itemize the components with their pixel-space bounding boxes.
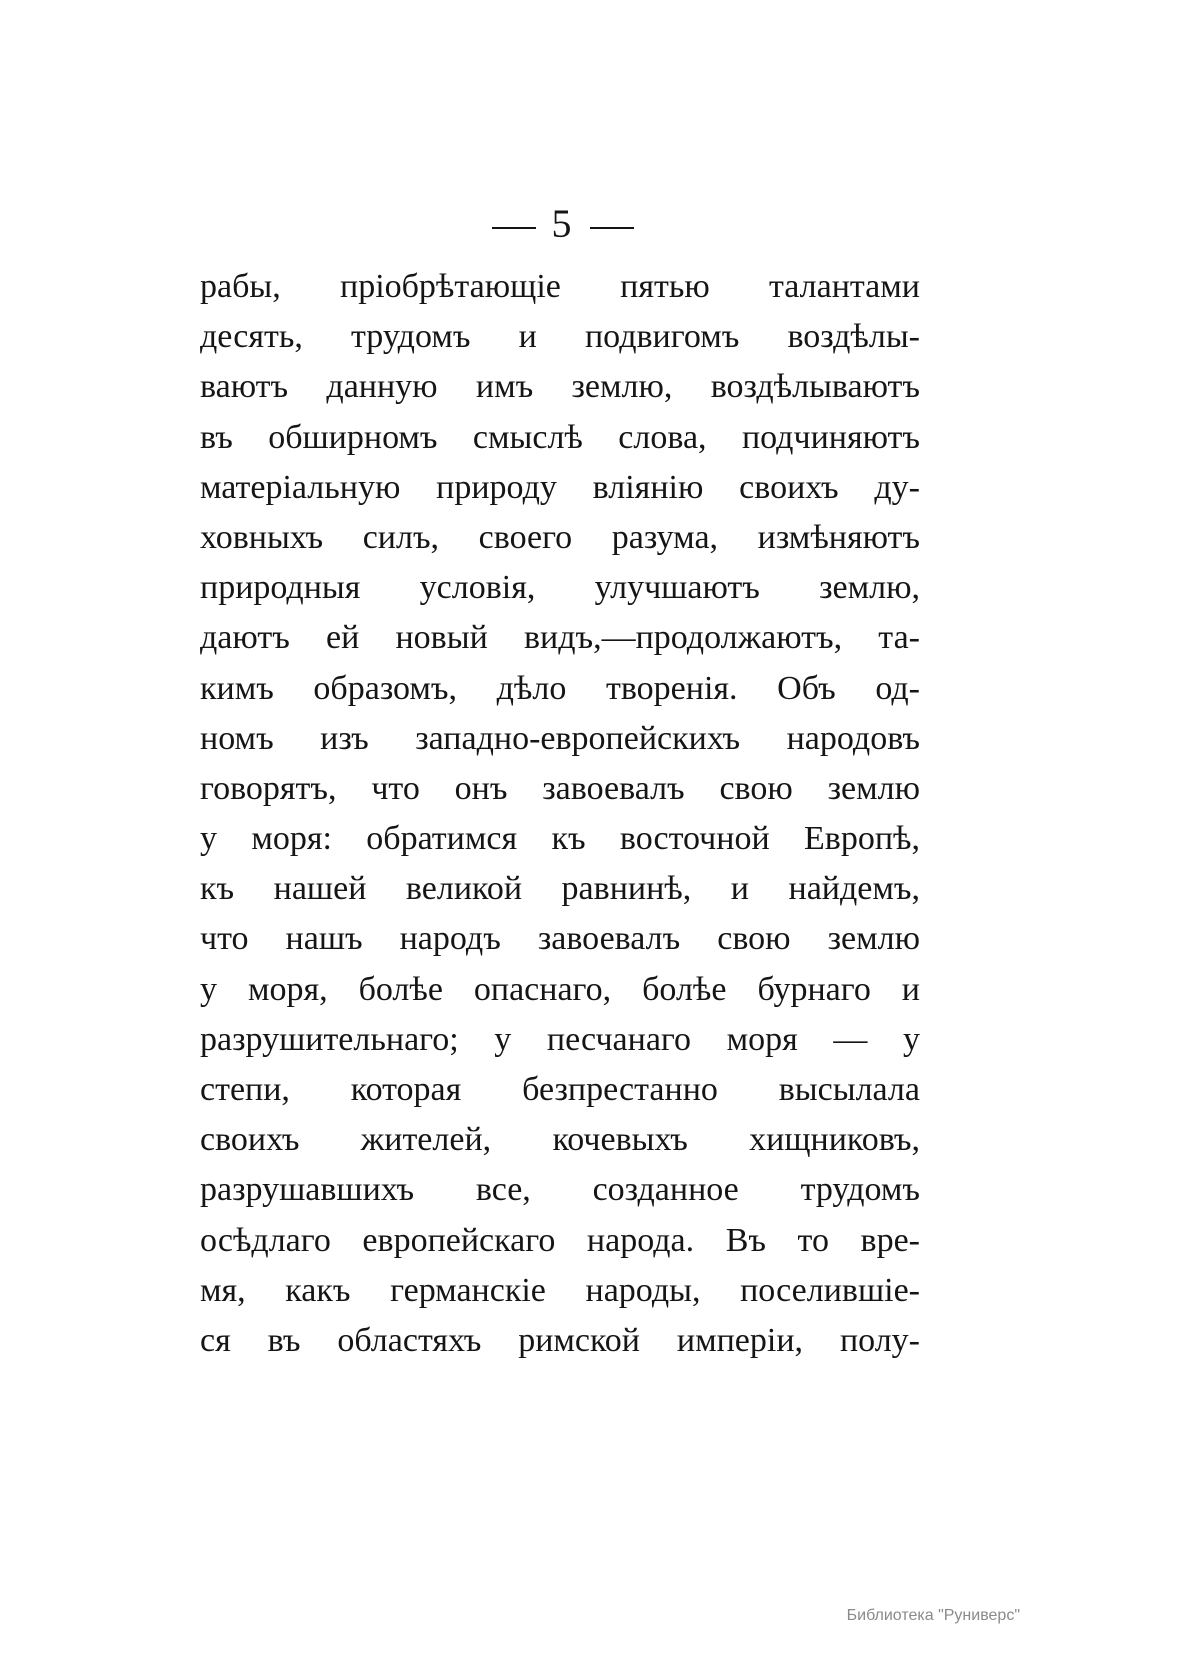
text-line: мя, какъ германскіе народы, поселившіе- <box>200 1271 920 1309</box>
text-line: говорятъ, что онъ завоевалъ свою землю <box>200 769 920 807</box>
text-line: степи, которая безпрестанно высылала <box>200 1071 920 1108</box>
text-line: у моря, болѣе опаснаго, болѣе бурнаго и <box>200 970 920 1008</box>
text-line: матеріальную природу вліянію своихъ ду- <box>200 468 920 506</box>
text-line: десять, трудомъ и подвигомъ воздѣлы- <box>200 318 920 356</box>
text-line: къ нашей великой равнинѣ, и найдемъ, <box>200 870 920 908</box>
text-line: кимъ образомъ, дѣло творенія. Объ од- <box>200 669 920 707</box>
text-line: ховныхъ силъ, своего разума, измѣняютъ <box>200 518 920 556</box>
text-line: ваютъ данную имъ землю, воздѣлываютъ <box>200 368 920 406</box>
page-number-value: 5 <box>551 201 574 246</box>
left-dash <box>492 227 536 229</box>
text-line: рабы, пріобрѣтающіе пятью талантами <box>200 268 920 305</box>
text-line: у моря: обратимся къ восточной Европѣ, <box>200 820 920 858</box>
library-watermark: Библиотека "Руниверс" <box>846 1607 1020 1624</box>
text-line: въ обширномъ смыслѣ слова, подчиняютъ <box>200 418 920 456</box>
text-line: даютъ ей новый видъ,—продолжаютъ, та- <box>200 619 920 657</box>
text-line: разрушительнаго; у песчанаго моря — у <box>200 1020 920 1058</box>
text-line: разрушавшихъ все, созданное трудомъ <box>200 1171 920 1209</box>
page-number <box>0 200 1125 247</box>
text-line: природныя условія, улучшаютъ землю, <box>200 569 920 607</box>
text-line: своихъ жителей, кочевыхъ хищниковъ, <box>200 1121 920 1159</box>
right-dash <box>590 227 634 229</box>
text-line: осѣдлаго европейскаго народа. Въ то вре- <box>200 1221 920 1259</box>
text-line: номъ изъ западно-европейскихъ народовъ <box>200 719 920 757</box>
text-line: что нашъ народъ завоевалъ свою землю <box>200 920 920 958</box>
text-line: ся въ областяхъ римской имперіи, полу- <box>200 1321 920 1359</box>
body-text <box>200 262 920 1366</box>
